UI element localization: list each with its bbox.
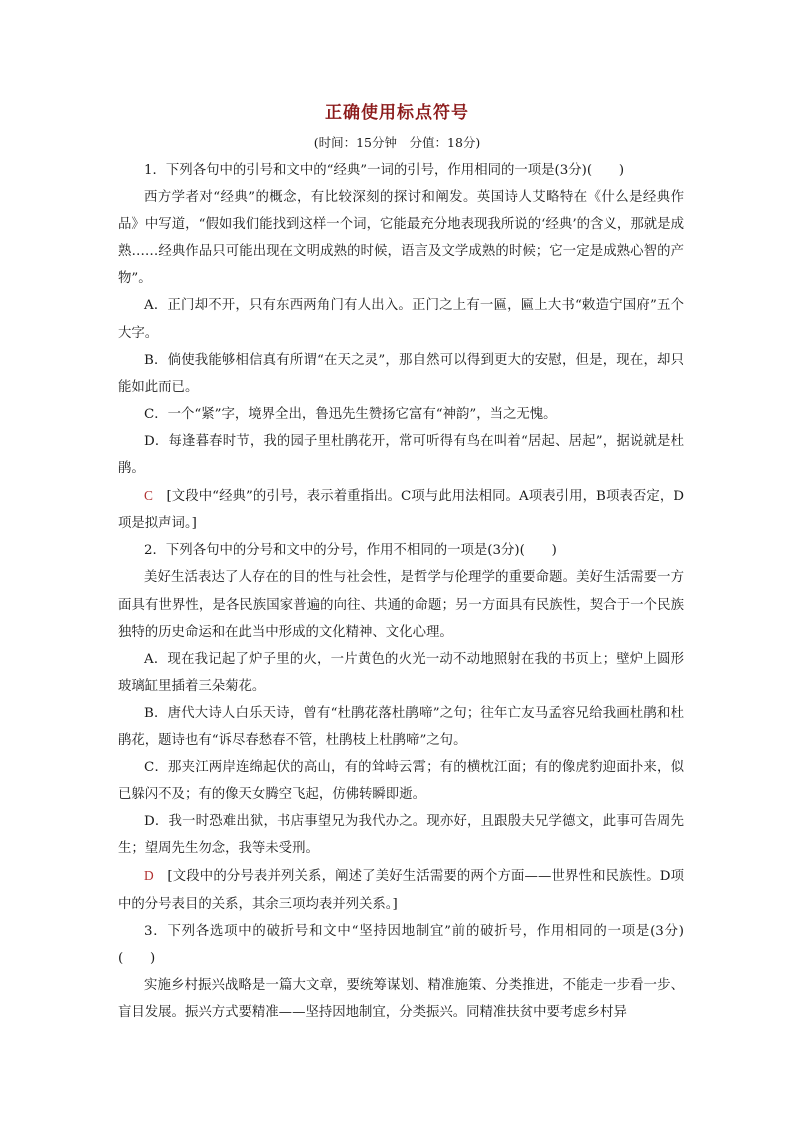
q2-option-a: A．现在我记起了炉子里的火，一片黄色的火光一动不动地照射在我的书页上；壁炉上圆形玻璃缸里插着三朵菊花。	[118, 651, 684, 694]
q1-option-a: A．正门却不开，只有东西两角门有人出入。正门之上有一匾，匾上大书“敕造宁国府”五个大字。	[118, 298, 684, 341]
q1-answer: C	[144, 488, 153, 504]
q1-option-b: B．倘使我能够相信真有所谓“在天之灵”，那自然可以得到更大的安慰，但是，现在，却只能如此而已。	[118, 352, 684, 395]
q2-stem: 2．下列各句中的分号和文中的分号，作用不相同的一项是(3分)( )	[144, 543, 557, 559]
q1-passage: 西方学者对“经典”的概念，有比较深刻的探讨和阐发。英国诗人艾略特在《什么是经典作品》中写道，“假如我们能找到这样一个词，它能最充分地表现我所说的‘经典’的含义，那就是成熟……经典作品只可能出现在文明成熟的时候，语言及文学成熟的时候；它一定是成熟心智的产物”。	[118, 190, 684, 287]
q2-option-c: C．那夹江两岸连绵起伏的高山，有的耸峙云霄；有的横枕江面；有的像虎豹迎面扑来，似已躲闪不及；有的像天女腾空飞起，仿佛转瞬即逝。	[118, 760, 684, 803]
q2-explanation: [文段中的分号表并列关系，阐述了美好生活需要的两个方面——世界性和民族性。D项中的分号表目的关系，其余三项均表并列关系。]	[118, 869, 685, 912]
q2-passage: 美好生活表达了人存在的目的性与社会性，是哲学与伦理学的重要命题。美好生活需要一方面具有世界性，是各民族国家普遍的向往、共通的命题；另一方面具有民族性，契合于一个民族独特的历史命运和在此当中形成的文化精神、文化心理。	[118, 570, 684, 640]
q3-stem: 3．下列各选项中的破折号和文中“坚持因地制宜”前的破折号，作用相同的一项是(3分)( )	[118, 923, 684, 966]
document-body	[118, 157, 684, 1026]
q2-answer-block	[118, 862, 684, 917]
q1-answer-block	[118, 482, 684, 537]
q2-option-d: D．我一时恐难出狱，书店事望兄为我代办之。现亦好，且跟殷夫兄学德文，此事可告周先生；望周先生勿念，我等未受刑。	[118, 814, 684, 857]
q1-stem: 1．下列各句中的引号和文中的“经典”一词的引号，作用相同的一项是(3分)( )	[144, 163, 625, 178]
q2-answer: D	[144, 868, 154, 884]
page-subtitle: (时间：15分钟 分值：18分)	[313, 135, 481, 150]
q3-passage: 实施乡村振兴战略是一篇大文章，要统筹谋划、精准施策、分类推进，不能走一步看一步、盲目发展。振兴方式要精准——坚持因地制宜，分类振兴。同精准扶贫中要考虑乡村异	[118, 977, 684, 1020]
q2-option-b: B．唐代大诗人白乐天诗，曾有“杜鹃花落杜鹃啼”之句；往年亡友马孟容兄给我画杜鹃和杜鹃花，题诗也有“诉尽春愁春不管，杜鹃枝上杜鹃啼”之句。	[118, 705, 684, 748]
q1-option-d: D．每逢暮春时节，我的园子里杜鹃花开，常可听得有鸟在叫着“居起、居起”，据说就是杜鹃。	[118, 433, 684, 477]
page-title: 正确使用标点符号	[325, 103, 469, 123]
q1-option-c: C．一个“紧”字，境界全出，鲁迅先生赞扬它富有“神韵”，当之无愧。	[144, 406, 557, 422]
q1-explanation: [文段中“经典”的引号，表示着重指出。C项与此用法相同。A项表引用，B项表否定，D项是拟声词。]	[118, 489, 685, 532]
